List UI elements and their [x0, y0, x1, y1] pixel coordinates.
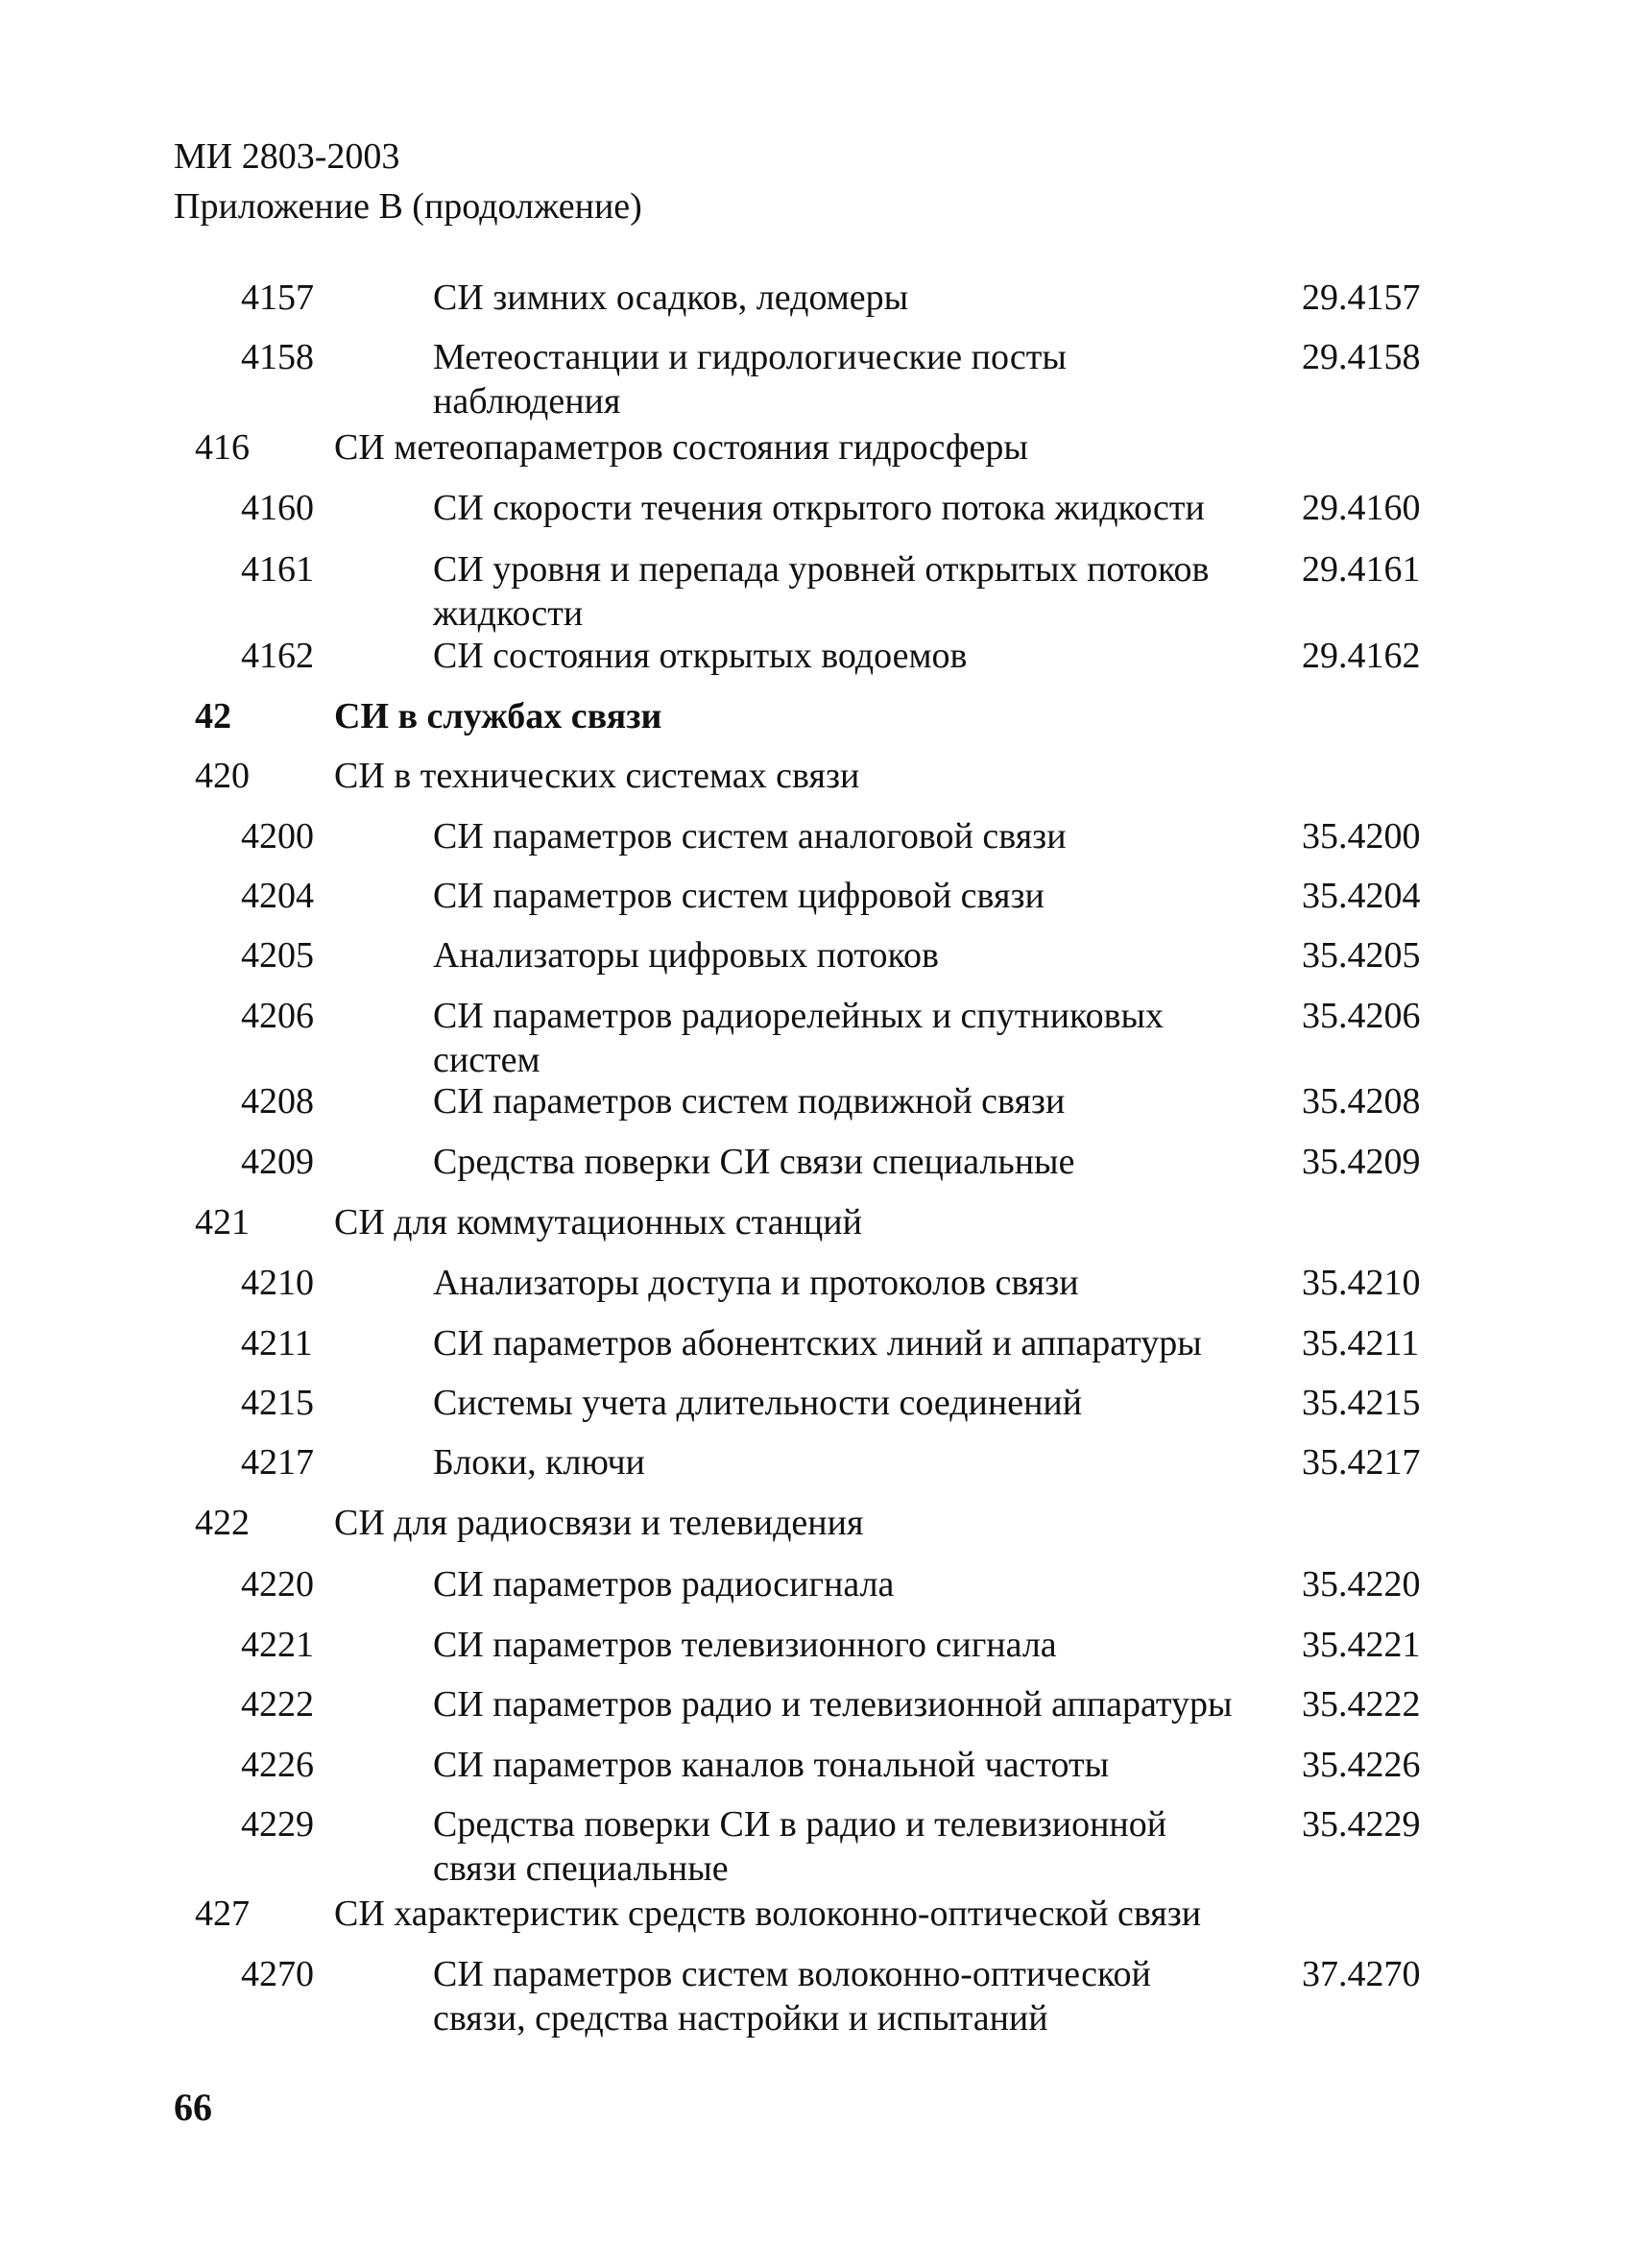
reference-code: 35.4215	[1302, 1383, 1421, 1423]
classifier-name: СИ параметров радиосигнала	[433, 1564, 895, 1604]
classifier-name: СИ параметров радиорелейных и спутниковых систем	[433, 996, 1165, 1080]
classifier-name: Блоки, ключи	[433, 1442, 645, 1483]
classifier-name: Средства поверки СИ связи специальные	[433, 1142, 1075, 1182]
group-name: СИ метеопараметров состояния гидросферы	[334, 427, 1028, 468]
classifier-code: 4208	[241, 1081, 314, 1122]
classifier-name: СИ параметров систем волоконно-оптической связи, средства настройки и испытаний	[433, 1954, 1151, 2039]
reference-code: 35.4206	[1302, 996, 1421, 1036]
classifier-code: 4222	[241, 1684, 314, 1725]
classifier-name: СИ уровня и перепада уровней открытых потоков жидкости	[433, 549, 1210, 634]
classifier-name: Анализаторы доступа и протоколов связи	[433, 1263, 1079, 1303]
classifier-code: 4204	[241, 876, 314, 916]
group-name: СИ для коммутационных станций	[334, 1202, 862, 1243]
group-name: СИ характеристик средств волоконно-оптической связи	[334, 1894, 1202, 1934]
group-code: 416	[195, 427, 250, 468]
classifier-code: 4210	[241, 1263, 314, 1303]
classifier-code: 4211	[241, 1323, 313, 1363]
classifier-name: Анализаторы цифровых потоков	[433, 935, 939, 976]
reference-code: 35.4217	[1302, 1442, 1421, 1483]
classifier-name: СИ параметров абонентских линий и аппаратуры	[433, 1323, 1202, 1363]
reference-code: 29.4161	[1302, 549, 1421, 590]
classifier-code: 4162	[241, 636, 314, 676]
reference-code: 29.4162	[1302, 636, 1421, 676]
group-code: 422	[195, 1503, 250, 1543]
reference-code: 29.4160	[1302, 488, 1421, 528]
classifier-name: СИ параметров систем цифровой связи	[433, 876, 1045, 916]
classifier-name: СИ скорости течения открытого потока жидкости	[433, 488, 1205, 528]
classifier-code: 4161	[241, 549, 314, 590]
reference-code: 35.4211	[1302, 1323, 1420, 1363]
classifier-code: 4226	[241, 1745, 314, 1785]
classifier-code: 4200	[241, 816, 314, 857]
classifier-name: СИ параметров телевизионного сигнала	[433, 1625, 1057, 1665]
classifier-code: 4215	[241, 1383, 314, 1423]
classifier-name: СИ параметров каналов тональной частоты	[433, 1745, 1110, 1785]
classifier-code: 4206	[241, 996, 314, 1036]
classifier-code: 4229	[241, 1804, 314, 1845]
classifier-name: СИ зимних осадков, ледомеры	[433, 277, 909, 318]
reference-code: 35.4208	[1302, 1081, 1421, 1122]
reference-code: 35.4226	[1302, 1745, 1421, 1785]
classifier-code: 4158	[241, 337, 314, 377]
group-name: СИ для радиосвязи и телевидения	[334, 1503, 864, 1543]
reference-code: 35.4222	[1302, 1684, 1421, 1725]
classifier-name: Системы учета длительности соединений	[433, 1383, 1083, 1423]
reference-code: 35.4209	[1302, 1142, 1421, 1182]
group-code: 421	[195, 1202, 250, 1243]
reference-code: 35.4220	[1302, 1564, 1421, 1604]
classifier-name: Метеостанции и гидрологические посты наблюдения	[433, 337, 1067, 422]
classifier-code: 4220	[241, 1564, 314, 1604]
reference-code: 29.4157	[1302, 277, 1421, 318]
section-code: 42	[195, 696, 231, 736]
appendix-title: Приложение В (продолжение)	[174, 186, 642, 227]
reference-code: 35.4205	[1302, 935, 1421, 976]
classifier-code: 4157	[241, 277, 314, 318]
group-name: СИ в технических системах связи	[334, 756, 860, 796]
classifier-code: 4160	[241, 488, 314, 528]
reference-code: 29.4158	[1302, 337, 1421, 377]
classifier-code: 4209	[241, 1142, 314, 1182]
page-number: 66	[174, 2086, 212, 2129]
group-code: 420	[195, 756, 250, 796]
classifier-name: СИ параметров систем аналоговой связи	[433, 816, 1067, 857]
reference-code: 35.4221	[1302, 1625, 1421, 1665]
reference-code: 37.4270	[1302, 1954, 1421, 1994]
reference-code: 35.4229	[1302, 1804, 1421, 1845]
classifier-code: 4270	[241, 1954, 314, 1994]
classifier-name: СИ состояния открытых водоемов	[433, 636, 968, 676]
classifier-code: 4217	[241, 1442, 314, 1483]
document-code: МИ 2803-2003	[174, 136, 400, 177]
reference-code: 35.4200	[1302, 816, 1421, 857]
classifier-code: 4221	[241, 1625, 314, 1665]
classifier-name: Средства поверки СИ в радио и телевизионной связи специальные	[433, 1804, 1167, 1889]
classifier-name: СИ параметров радио и телевизионной аппаратуры	[433, 1684, 1233, 1725]
reference-code: 35.4210	[1302, 1263, 1421, 1303]
reference-code: 35.4204	[1302, 876, 1421, 916]
classifier-code: 4205	[241, 935, 314, 976]
classifier-name: СИ параметров систем подвижной связи	[433, 1081, 1066, 1122]
section-name: СИ в службах связи	[334, 696, 662, 736]
group-code: 427	[195, 1894, 250, 1934]
